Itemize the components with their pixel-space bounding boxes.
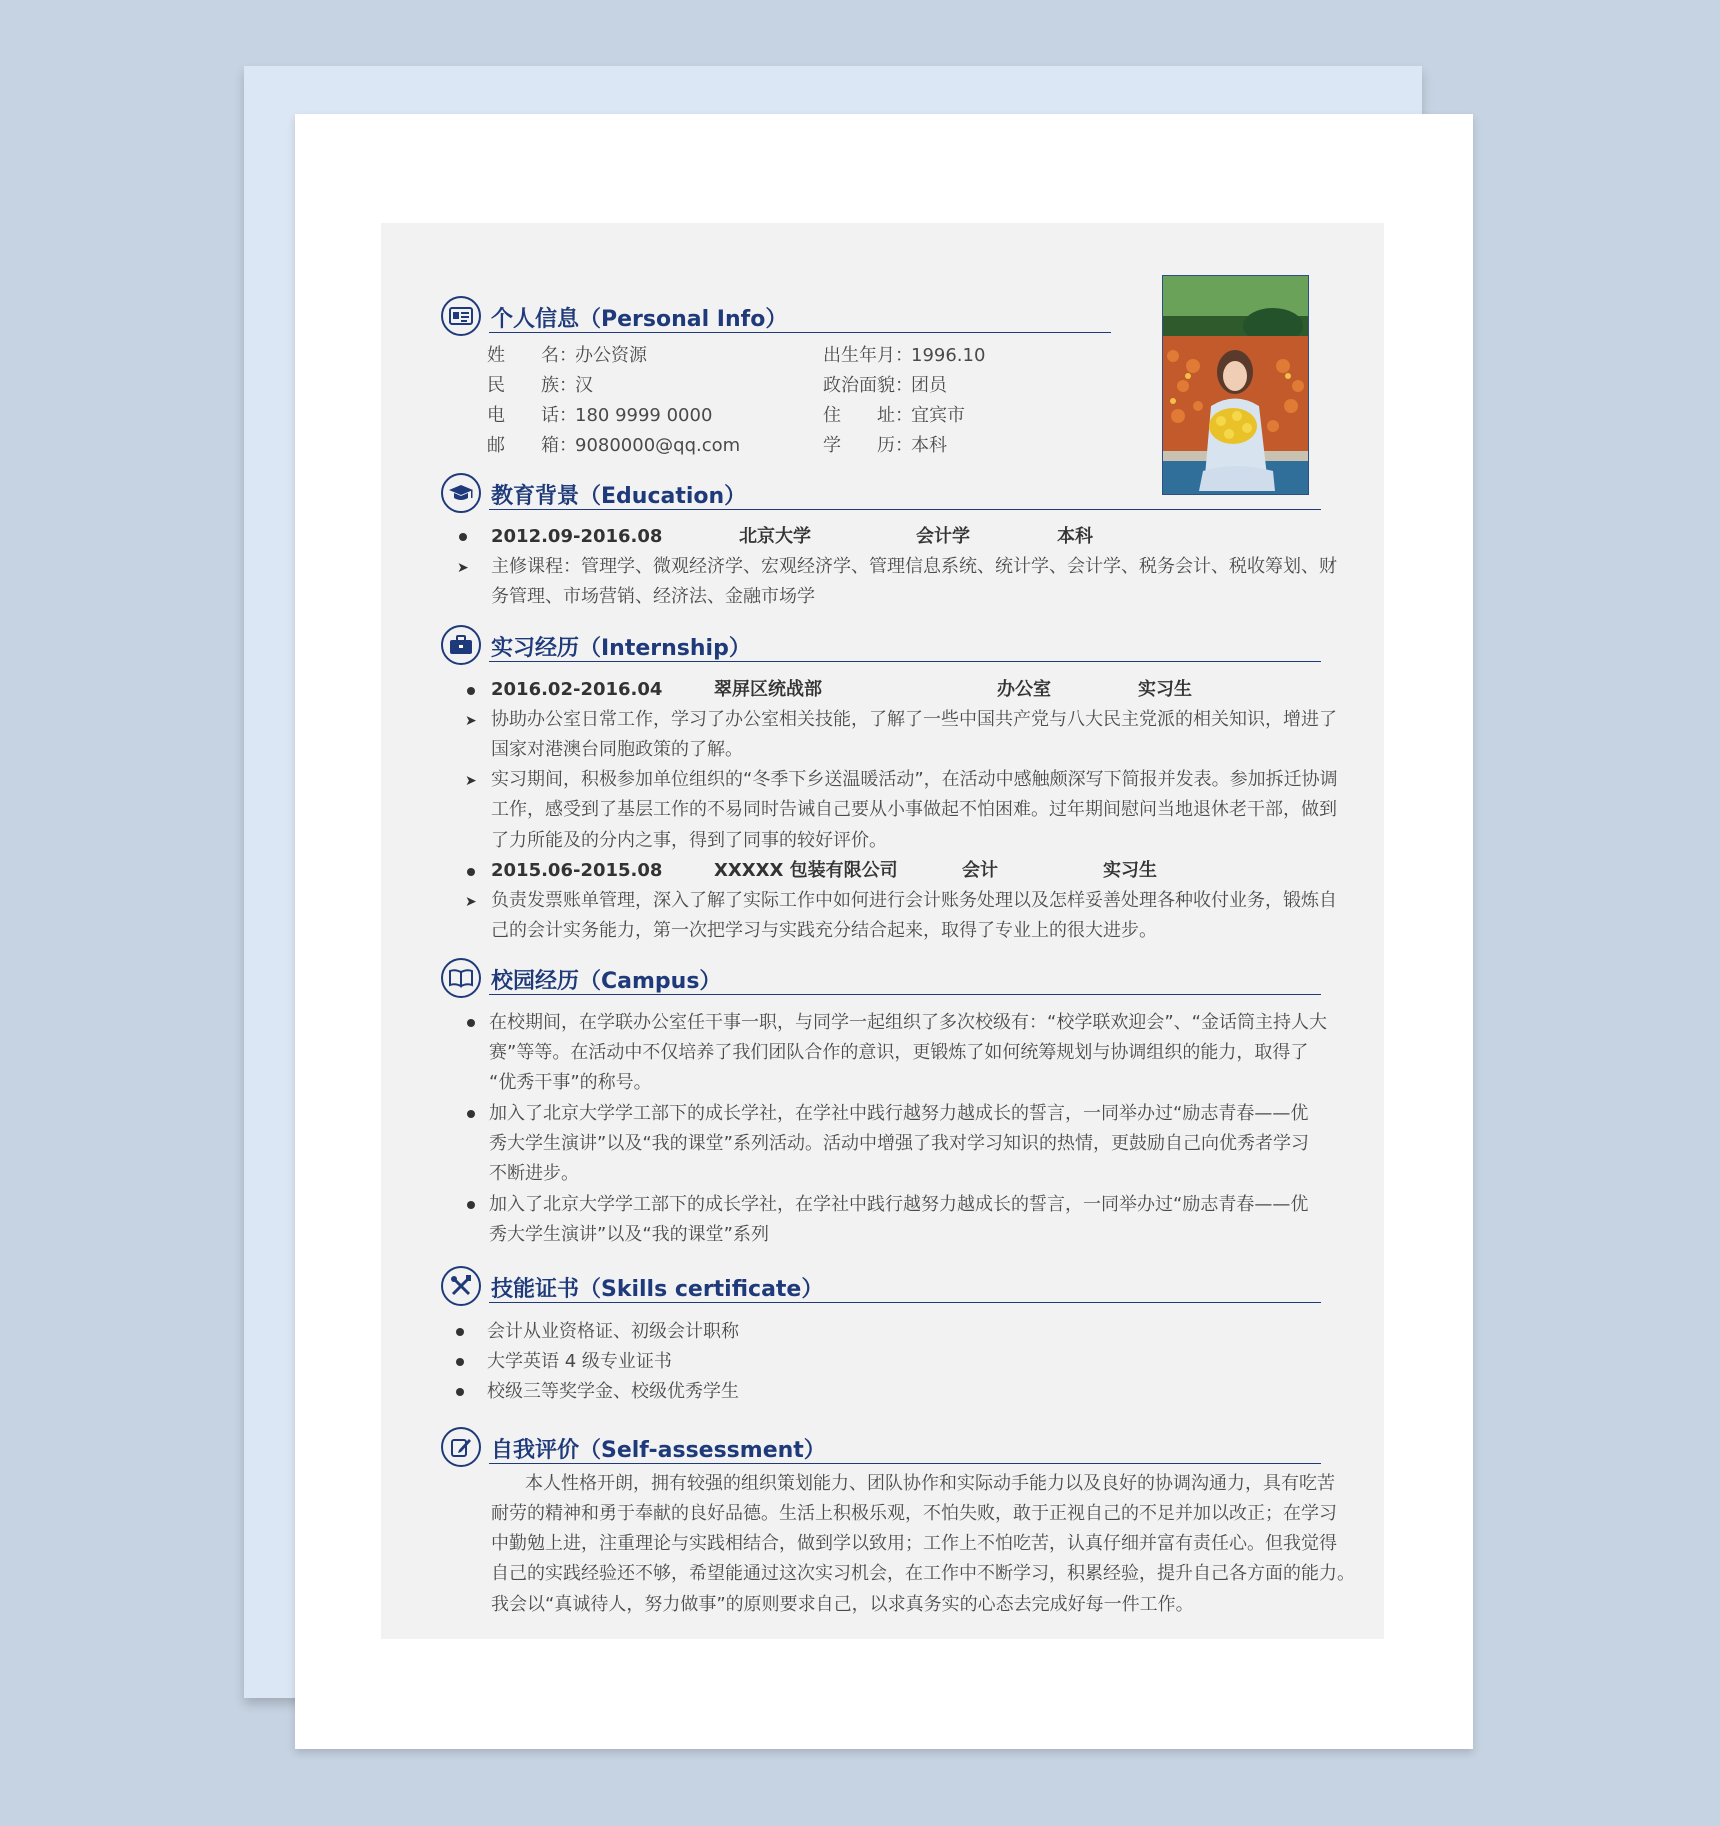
campus-item3-line1: 加入了北京大学学工部下的成长学社，在学社中践行越努力越成长的誓言，一同举办过“励志青春——优 xyxy=(489,1194,1309,1215)
bullet-icon xyxy=(467,1110,475,1118)
profile-photo xyxy=(1162,275,1309,495)
briefcase-icon xyxy=(441,625,481,665)
section-personal-info xyxy=(441,296,1111,336)
campus-item2-line1: 加入了北京大学学工部下的成长学社，在学社中践行越努力越成长的誓言，一同举办过“励志青春——优 xyxy=(489,1103,1309,1124)
campus-item1-line1: 在校期间，在学联办公室任干事一职，与同学一起组织了多次校级有：“校学联欢迎会”、“金话筒主持人大 xyxy=(489,1012,1327,1033)
section-education xyxy=(441,473,1321,513)
email-value: 9080000@qq.com xyxy=(575,435,741,456)
campus-item1-line3: “优秀干事”的称号。 xyxy=(489,1072,652,1093)
address-label: 住 址： xyxy=(823,405,913,426)
job2-item1-line2: 己的会计实务能力，第一次把学习与实践充分结合起来，取得了专业上的很大进步。 xyxy=(491,920,1157,941)
education-level-value: 本科 xyxy=(911,435,947,456)
id-card-icon xyxy=(441,296,481,336)
self-assessment-line: 耐劳的精神和勇于奉献的良好品德。生活上积极乐观，不怕失败，敢于正视自己的不足并加以改正；在学习 xyxy=(491,1503,1337,1524)
section-divider xyxy=(489,994,1321,995)
job2-org: XXXXX 包装有限公司 xyxy=(714,860,898,881)
education-school: 北京大学 xyxy=(739,526,811,547)
section-self-assessment xyxy=(441,1427,1321,1467)
job1-period: 2016.02-2016.04 xyxy=(491,679,663,700)
education-major: 会计学 xyxy=(916,526,970,547)
bullet-icon xyxy=(456,1328,464,1336)
book-icon xyxy=(441,958,481,998)
education-level-label: 学 历： xyxy=(823,435,913,456)
job2-item1-line1: 负责发票账单管理，深入了解了实际工作中如何进行会计账务处理以及怎样妥善处理各种收付业务，锻炼自 xyxy=(491,890,1337,911)
self-assessment-line: 我会以“真诚待人，努力做事”的原则要求自己，以求真务实的心态去完成好每一件工作。 xyxy=(491,1594,1194,1615)
ethnicity-label: 民 族： xyxy=(487,375,577,396)
name-value: 办公资源 xyxy=(575,345,647,366)
name-label: 姓 名： xyxy=(487,345,577,366)
education-courses: 主修课程：管理学、微观经济学、宏观经济学、管理信息系统、统计学、会计学、税务会计、税收筹划、财 xyxy=(491,556,1337,577)
section-title-personal: 个人信息（Personal Info） xyxy=(491,307,788,332)
edit-icon xyxy=(441,1427,481,1467)
job1-item2-line1: 实习期间，积极参加单位组织的“冬季下乡送温暖活动”，在活动中感触颇深写下简报并发表。参加拆迁协调 xyxy=(491,769,1338,790)
skill-item: 大学英语 4 级专业证书 xyxy=(487,1351,672,1372)
section-title-education: 教育背景（Education） xyxy=(491,484,747,509)
arrow-bullet-icon: ➤ xyxy=(465,894,477,910)
job2-role: 实习生 xyxy=(1103,860,1157,881)
self-assessment-line: 自己的实践经验还不够，希望能通过这次实习机会，在工作中不断学习，积累经验，提升自己各方面的能力。 xyxy=(491,1563,1355,1584)
arrow-bullet-icon: ➤ xyxy=(465,713,477,729)
bullet-icon xyxy=(467,687,475,695)
section-title-campus: 校园经历（Campus） xyxy=(491,969,722,994)
bullet-icon xyxy=(456,1358,464,1366)
section-title-skills: 技能证书（Skills certificate） xyxy=(491,1277,824,1302)
education-period: 2012.09-2016.08 xyxy=(491,526,663,547)
bullet-icon xyxy=(467,1201,475,1209)
job1-dept: 办公室 xyxy=(997,679,1051,700)
campus-item2-line3: 不断进步。 xyxy=(489,1163,579,1184)
section-campus xyxy=(441,958,1321,998)
address-value: 宜宾市 xyxy=(911,405,965,426)
birth-label: 出生年月： xyxy=(823,345,913,366)
section-skills xyxy=(441,1266,1321,1306)
bullet-icon xyxy=(467,868,475,876)
phone-value: 180 9999 0000 xyxy=(575,405,713,426)
job2-dept: 会计 xyxy=(962,860,998,881)
campus-item3-line2: 秀大学生演讲”以及“我的课堂”系列 xyxy=(489,1224,769,1245)
tools-icon xyxy=(441,1266,481,1306)
section-divider xyxy=(489,661,1321,662)
section-internship xyxy=(441,625,1321,665)
education-courses-cont: 务管理、市场营销、经济法、金融市场学 xyxy=(491,586,815,607)
bullet-icon xyxy=(467,1019,475,1027)
job1-item1-line1: 协助办公室日常工作，学习了办公室相关技能，了解了一些中国共产党与八大民主党派的相关知识，增进了 xyxy=(491,709,1337,730)
section-divider xyxy=(489,509,1321,510)
job1-role: 实习生 xyxy=(1138,679,1192,700)
job1-org: 翠屏区统战部 xyxy=(714,679,822,700)
political-label: 政治面貌： xyxy=(823,375,913,396)
arrow-bullet-icon: ➤ xyxy=(457,560,469,576)
section-divider xyxy=(489,1302,1321,1303)
birth-value: 1996.10 xyxy=(911,345,986,366)
arrow-bullet-icon: ➤ xyxy=(465,773,477,789)
section-divider xyxy=(489,1463,1321,1464)
bullet-icon xyxy=(456,1388,464,1396)
section-title-self: 自我评价（Self-assessment） xyxy=(491,1438,826,1463)
job1-item2-line3: 了力所能及的分内之事，得到了同事的较好评价。 xyxy=(491,830,887,851)
job1-item2-line2: 工作，感受到了基层工作的不易同时告诫自己要从小事做起不怕困难。过年期间慰问当地退休老干部，做到 xyxy=(491,799,1337,820)
campus-item1-line2: 赛”等等。在活动中不仅培养了我们团队合作的意识，更锻炼了如何统筹规划与协调组织的能力，取得了 xyxy=(489,1042,1309,1063)
bullet-icon xyxy=(459,533,467,541)
job2-period: 2015.06-2015.08 xyxy=(491,860,663,881)
section-divider xyxy=(489,332,1111,333)
skill-item: 会计从业资格证、初级会计职称 xyxy=(487,1321,739,1342)
education-degree: 本科 xyxy=(1057,526,1093,547)
job1-item1-line2: 国家对港澳台同胞政策的了解。 xyxy=(491,739,743,760)
ethnicity-value: 汉 xyxy=(575,375,593,396)
section-title-internship: 实习经历（Internship） xyxy=(491,636,751,661)
self-assessment-line: 中勤勉上进，注重理论与实践相结合，做到学以致用；工作上不怕吃苦，认真仔细并富有责任心。但我觉得 xyxy=(491,1533,1337,1554)
graduation-cap-icon xyxy=(441,473,481,513)
self-assessment-line: 本人性格开朗，拥有较强的组织策划能力、团队协作和实际动手能力以及良好的协调沟通力，具有吃苦 xyxy=(525,1473,1335,1494)
skill-item: 校级三等奖学金、校级优秀学生 xyxy=(487,1381,739,1402)
campus-item2-line2: 秀大学生演讲”以及“我的课堂”系列活动。活动中增强了我对学习知识的热情，更鼓励自己向优秀者学习 xyxy=(489,1133,1309,1154)
email-label: 邮 箱： xyxy=(487,435,577,456)
phone-label: 电 话： xyxy=(487,405,577,426)
political-value: 团员 xyxy=(911,375,947,396)
